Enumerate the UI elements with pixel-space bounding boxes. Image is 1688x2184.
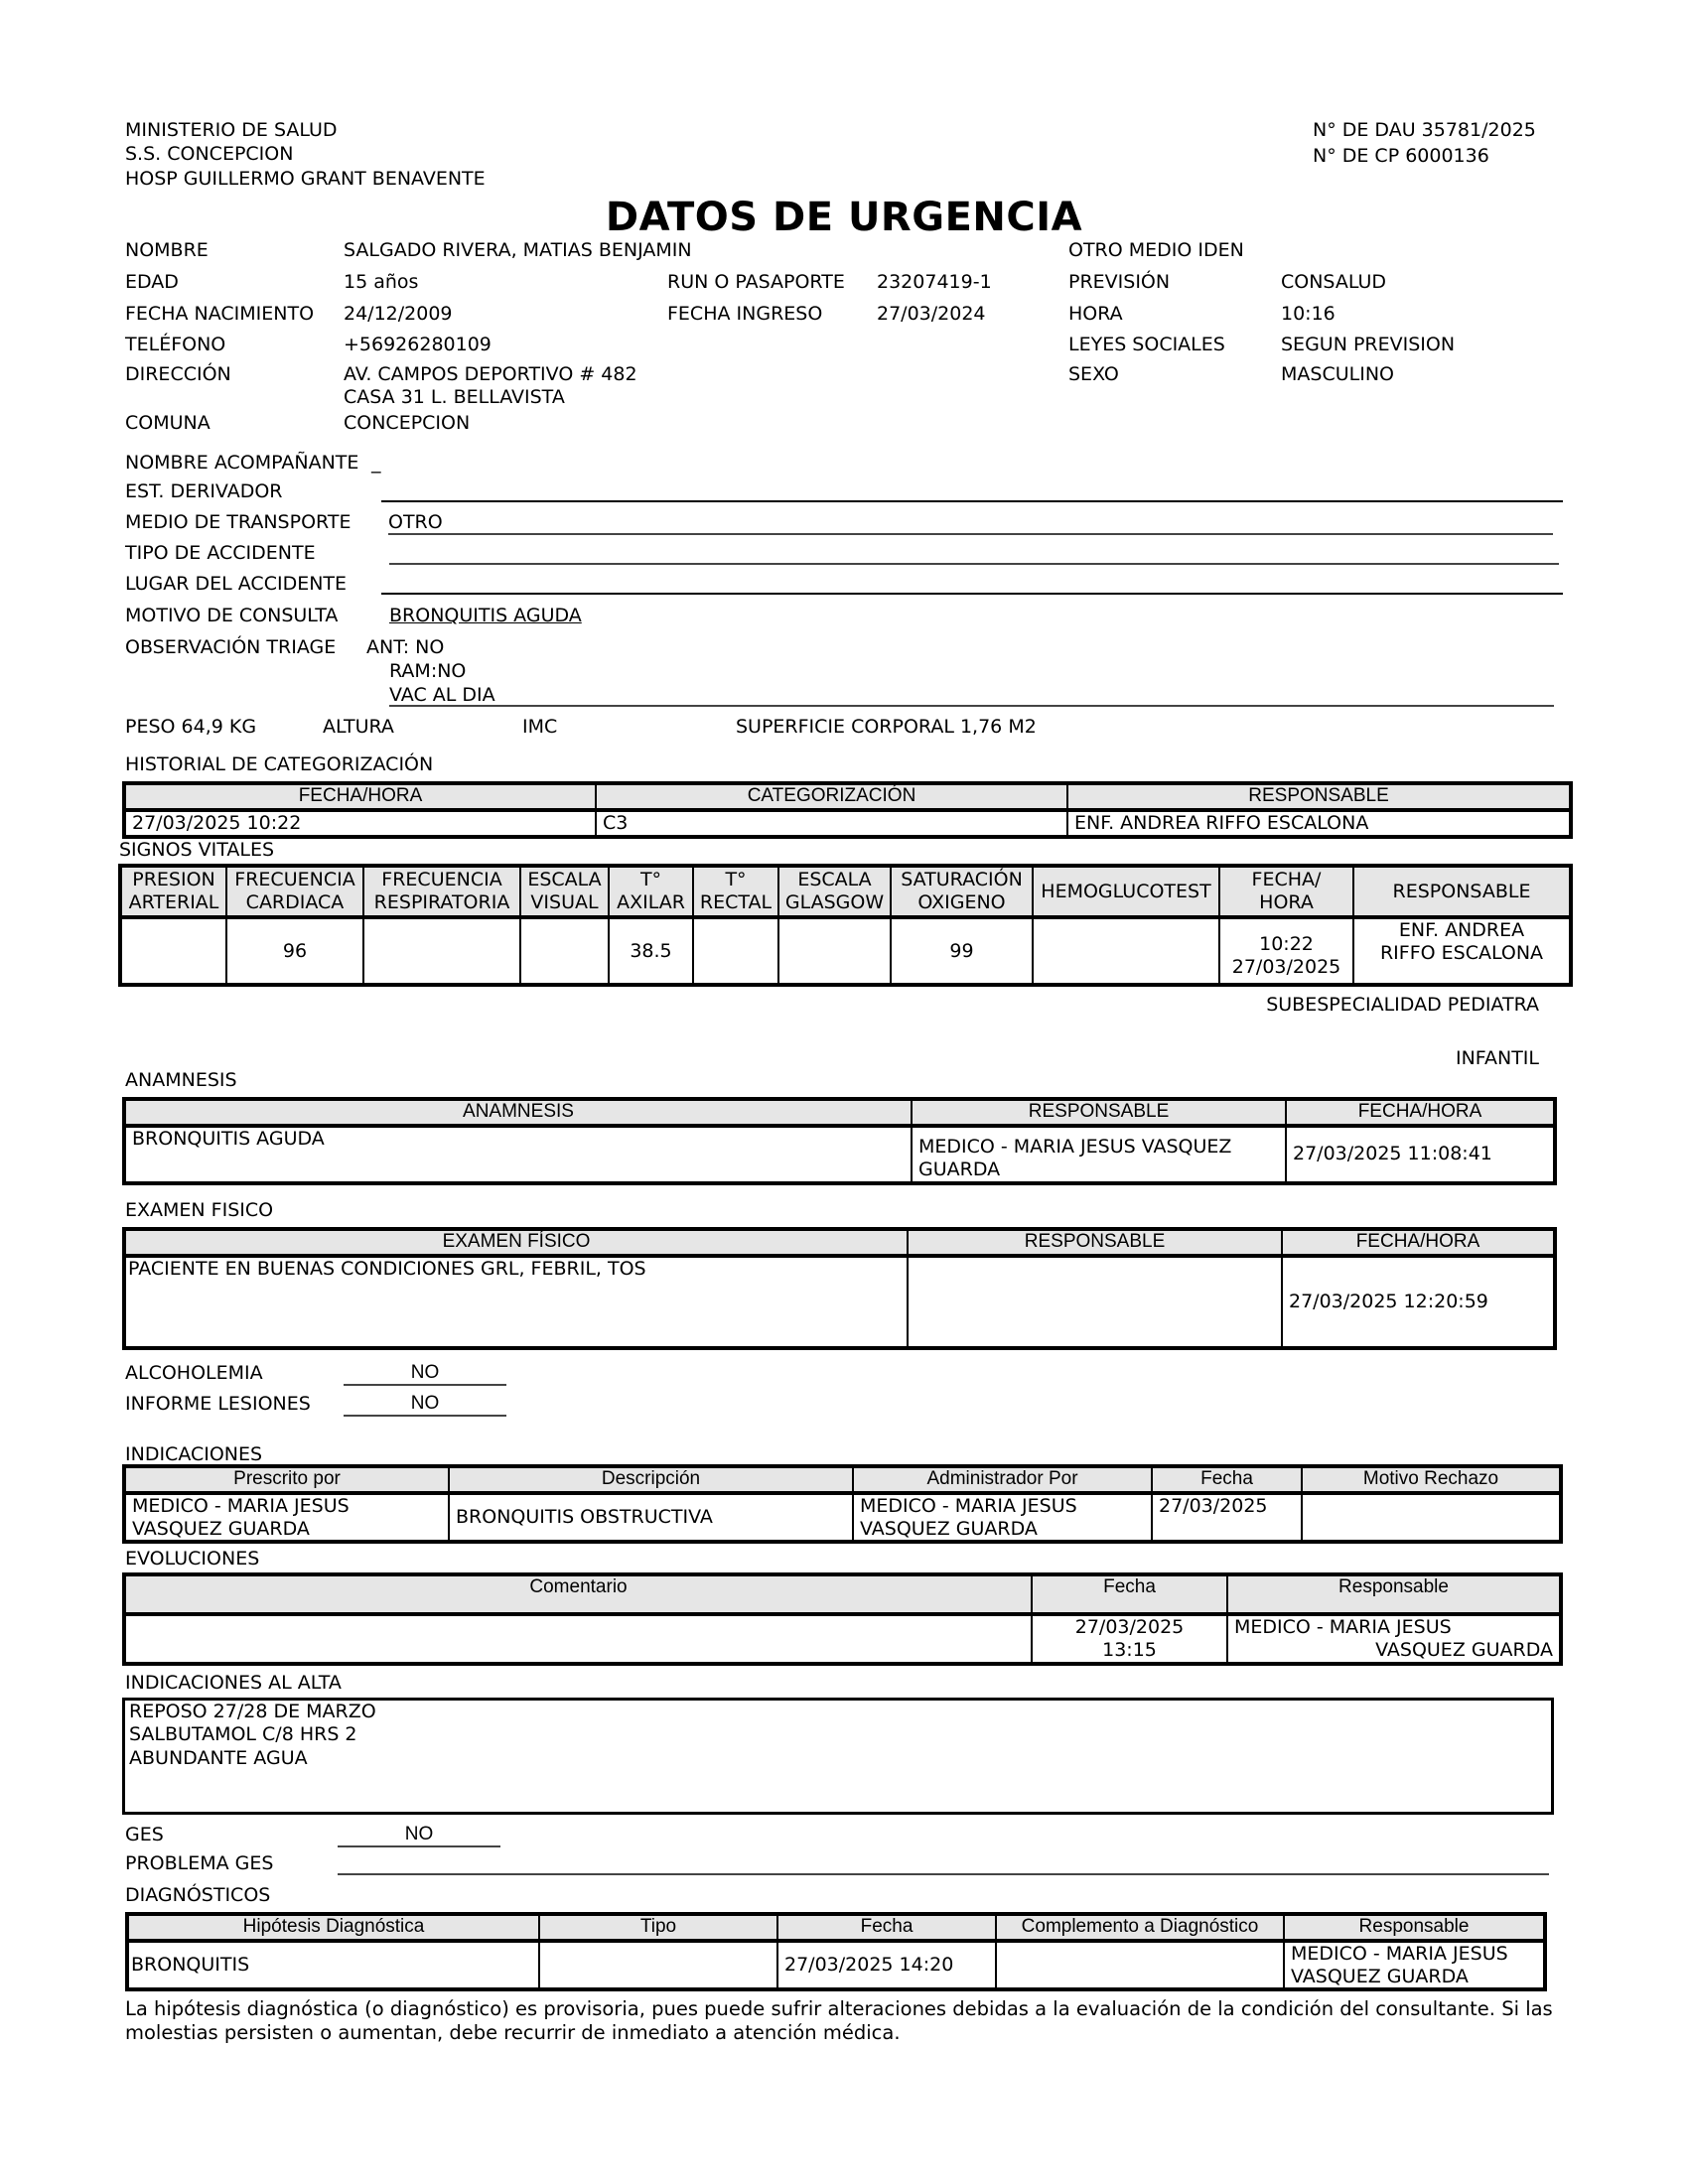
anamnesis-fecha: 27/03/2025 11:08:41: [1286, 1126, 1555, 1183]
indicaciones-table: [122, 1464, 1563, 1544]
ges-field: [338, 1845, 500, 1847]
alta-line-1: REPOSO 27/28 DE MARZO: [129, 1701, 376, 1722]
examen-header-text: EXAMEN FÍSICO: [124, 1229, 908, 1256]
ges-label: GES: [125, 1824, 164, 1845]
lugar-accidente-label: LUGAR DEL ACCIDENTE: [125, 573, 348, 595]
table-row: [127, 1941, 1545, 1990]
telefono-value: +56926280109: [344, 334, 492, 355]
lugar-accidente-field: [381, 593, 1563, 595]
motivo-value: BRONQUITIS AGUDA: [389, 605, 582, 626]
indicaciones-fecha: 27/03/2025: [1152, 1493, 1302, 1543]
motivo-label: MOTIVO DE CONSULTA: [125, 605, 339, 626]
examen-header-fecha: FECHA/HORA: [1282, 1229, 1555, 1256]
historial-table: [122, 781, 1573, 839]
diagnosticos-header-complemento: Complemento a Diagnóstico: [996, 1914, 1284, 1941]
historial-responsable: ENF. ANDREA RIFFO ESCALONA: [1067, 810, 1571, 837]
historial-title: HISTORIAL DE CATEGORIZACIÓN: [125, 753, 434, 775]
table-row: [124, 1256, 1555, 1348]
altura-label: ALTURA: [323, 716, 394, 738]
subespecialidad-label: SUBESPECIALIDAD PEDIATRA: [1266, 994, 1539, 1016]
historial-header-responsable: RESPONSABLE: [1067, 783, 1571, 810]
lesiones-field: [344, 1415, 506, 1417]
diagnosticos-responsable: MEDICO - MARIA JESUS VASQUEZ GUARDA: [1284, 1941, 1545, 1990]
diagnosticos-header-hipotesis: Hipótesis Diagnóstica: [127, 1914, 539, 1941]
diagnosticos-hipotesis: BRONQUITIS: [127, 1941, 539, 1990]
service-label: S.S. CONCEPCION: [125, 143, 294, 165]
signos-vitales-table: [118, 864, 1573, 987]
triage-value-2: RAM:NO: [389, 660, 467, 682]
signos-saturacion: 99: [891, 917, 1033, 985]
alcoholemia-field: [344, 1384, 506, 1386]
signos-escala-visual: [520, 917, 609, 985]
lesiones-label: INFORME LESIONES: [125, 1393, 311, 1415]
table-row: [124, 810, 1571, 837]
nombre-value: SALGADO RIVERA, MATIAS BENJAMIN: [344, 239, 692, 261]
diagnosticos-table: [125, 1912, 1547, 1991]
alta-title: INDICACIONES AL ALTA: [125, 1672, 342, 1694]
examen-title: EXAMEN FISICO: [125, 1199, 274, 1221]
indicaciones-header-prescrito: Prescrito por: [124, 1466, 449, 1493]
acompanante-label: NOMBRE ACOMPAÑANTE: [125, 452, 359, 474]
edad-label: EDAD: [125, 271, 179, 293]
signos-hemoglucotest: [1033, 917, 1219, 985]
fecha-nacimiento-label: FECHA NACIMIENTO: [125, 303, 315, 325]
indicaciones-title: INDICACIONES: [125, 1443, 263, 1465]
lesiones-value: NO: [410, 1393, 440, 1414]
derivador-label: EST. DERIVADOR: [125, 480, 283, 502]
signos-responsable: ENF. ANDREA RIFFO ESCALONA: [1353, 917, 1571, 985]
disclaimer-line-2: molestias persisten o aumentan, debe recurrir de inmediato a atención médica.: [125, 2021, 901, 2044]
diagnosticos-header-tipo: Tipo: [539, 1914, 777, 1941]
signos-header-escala-visual: ESCALA VISUAL: [520, 866, 609, 917]
nombre-label: NOMBRE: [125, 239, 209, 261]
examen-responsable: [908, 1256, 1282, 1348]
anamnesis-text: BRONQUITIS AGUDA: [124, 1126, 912, 1183]
diagnosticos-header-responsable: Responsable: [1284, 1914, 1545, 1941]
table-row: [124, 1493, 1561, 1543]
sexo-label: SEXO: [1068, 363, 1119, 385]
anamnesis-header-fecha: FECHA/HORA: [1286, 1099, 1555, 1126]
hospital-label: HOSP GUILLERMO GRANT BENAVENTE: [125, 168, 486, 190]
leyes-sociales-value: SEGUN PREVISION: [1281, 334, 1456, 355]
signos-header-fr: FRECUENCIA RESPIRATORIA: [363, 866, 520, 917]
run-label: RUN O PASAPORTE: [667, 271, 845, 293]
transporte-label: MEDIO DE TRANSPORTE: [125, 511, 352, 533]
triage-field: [389, 705, 1554, 707]
infantil-label: INFANTIL: [1455, 1047, 1539, 1069]
diagnosticos-header-fecha: Fecha: [777, 1914, 996, 1941]
indicaciones-header-motivo: Motivo Rechazo: [1302, 1466, 1561, 1493]
comuna-label: COMUNA: [125, 412, 211, 434]
evoluciones-title: EVOLUCIONES: [125, 1548, 260, 1570]
historial-header-categorizacion: CATEGORIZACIÓN: [596, 783, 1067, 810]
evoluciones-header-comentario: Comentario: [124, 1574, 1032, 1614]
historial-header-fecha: FECHA/HORA: [124, 783, 596, 810]
anamnesis-header-responsable: RESPONSABLE: [912, 1099, 1286, 1126]
hora-value: 10:16: [1281, 303, 1336, 325]
triage-label: OBSERVACIÓN TRIAGE: [125, 636, 337, 658]
diagnosticos-fecha: 27/03/2025 14:20: [777, 1941, 996, 1990]
tipo-accidente-field: [389, 563, 1559, 565]
indicaciones-descripcion: BRONQUITIS OBSTRUCTIVA: [449, 1493, 853, 1543]
peso-label: PESO 64,9 KG: [125, 716, 257, 738]
signos-header-saturacion: SATURACIÓN OXIGENO: [891, 866, 1033, 917]
edad-value: 15 años: [344, 271, 419, 293]
table-row: [124, 1126, 1555, 1183]
indicaciones-header-administrador: Administrador Por: [853, 1466, 1152, 1493]
superficie-label: SUPERFICIE CORPORAL 1,76 M2: [736, 716, 1037, 738]
signos-header-fecha: FECHA/ HORA: [1219, 866, 1353, 917]
page-title: DATOS DE URGENCIA: [605, 195, 1083, 240]
signos-fc: 96: [226, 917, 363, 985]
table-row: [120, 917, 1571, 985]
alta-line-2: SALBUTAMOL C/8 HRS 2: [129, 1723, 357, 1746]
diagnosticos-tipo: [539, 1941, 777, 1990]
derivador-field: [381, 500, 1563, 502]
indicaciones-header-fecha: Fecha: [1152, 1466, 1302, 1493]
fecha-ingreso-label: FECHA INGRESO: [667, 303, 823, 325]
anamnesis-header-text: ANAMNESIS: [124, 1099, 912, 1126]
alcoholemia-value: NO: [410, 1362, 440, 1383]
imc-label: IMC: [522, 716, 558, 738]
acompanante-value: _: [371, 452, 381, 474]
diagnosticos-complemento: [996, 1941, 1284, 1990]
otro-medio-label: OTRO MEDIO IDEN: [1068, 239, 1244, 261]
signos-header-fc: FRECUENCIA CARDIACA: [226, 866, 363, 917]
historial-fecha: 27/03/2025 10:22: [124, 810, 596, 837]
tipo-accidente-label: TIPO DE ACCIDENTE: [125, 542, 316, 564]
examen-table: [122, 1227, 1557, 1350]
evoluciones-comentario: [124, 1614, 1032, 1664]
cp-number: N° DE CP 6000136: [1313, 145, 1489, 167]
signos-header-hemoglucotest: HEMOGLUCOTEST: [1033, 866, 1219, 917]
direccion-value-1: AV. CAMPOS DEPORTIVO # 482: [344, 363, 637, 385]
transporte-field: [388, 533, 1553, 535]
signos-t-axilar: 38.5: [609, 917, 693, 985]
triage-value-3: VAC AL DIA: [389, 684, 495, 706]
problema-ges-label: PROBLEMA GES: [125, 1852, 274, 1874]
dau-number: N° DE DAU 35781/2025: [1313, 119, 1536, 141]
ministry-label: MINISTERIO DE SALUD: [125, 119, 338, 141]
signos-title: SIGNOS VITALES: [119, 839, 275, 861]
transporte-value: OTRO: [388, 511, 443, 533]
fecha-ingreso-value: 27/03/2024: [877, 303, 986, 325]
anamnesis-title: ANAMNESIS: [125, 1069, 237, 1091]
run-value: 23207419-1: [877, 271, 992, 293]
examen-fecha: 27/03/2025 12:20:59: [1282, 1256, 1555, 1348]
alta-box: [122, 1698, 1554, 1815]
evoluciones-table: [122, 1572, 1563, 1666]
ges-value: NO: [404, 1824, 434, 1844]
signos-fr: [363, 917, 520, 985]
evoluciones-header-fecha: Fecha: [1032, 1574, 1227, 1614]
historial-categorizacion: C3: [596, 810, 1067, 837]
anamnesis-table: [122, 1097, 1557, 1185]
direccion-label: DIRECCIÓN: [125, 363, 231, 385]
comuna-value: CONCEPCION: [344, 412, 471, 434]
signos-header-glasgow: ESCALA GLASGOW: [778, 866, 891, 917]
signos-t-rectal: [693, 917, 778, 985]
alcoholemia-label: ALCOHOLEMIA: [125, 1362, 263, 1384]
prevision-value: CONSALUD: [1281, 271, 1387, 293]
direccion-value-2: CASA 31 L. BELLAVISTA: [344, 386, 565, 408]
signos-header-t-axilar: T° AXILAR: [609, 866, 693, 917]
sexo-value: MASCULINO: [1281, 363, 1394, 385]
indicaciones-motivo: [1302, 1493, 1561, 1543]
triage-value-1: ANT: NO: [366, 636, 445, 658]
signos-glasgow: [778, 917, 891, 985]
signos-presion: [120, 917, 226, 985]
indicaciones-prescrito: MEDICO - MARIA JESUS VASQUEZ GUARDA: [124, 1493, 449, 1543]
diagnosticos-title: DIAGNÓSTICOS: [125, 1884, 271, 1906]
prevision-label: PREVISIÓN: [1068, 271, 1171, 293]
table-row: [124, 1614, 1561, 1664]
leyes-sociales-label: LEYES SOCIALES: [1068, 334, 1225, 355]
indicaciones-administrador: MEDICO - MARIA JESUS VASQUEZ GUARDA: [853, 1493, 1152, 1543]
evoluciones-fecha: 27/03/2025 13:15: [1032, 1614, 1227, 1664]
signos-header-presion: PRESION ARTERIAL: [120, 866, 226, 917]
signos-fecha: 10:22 27/03/2025: [1219, 917, 1353, 985]
examen-text: PACIENTE EN BUENAS CONDICIONES GRL, FEBRIL, TOS: [124, 1256, 908, 1348]
disclaimer-line-1: La hipótesis diagnóstica (o diagnóstico) es provisoria, pues puede sufrir alteraciones debidas a la evaluación de la condición del consultante. Si las: [125, 1997, 1553, 2020]
telefono-label: TELÉFONO: [125, 334, 226, 355]
alta-line-3: ABUNDANTE AGUA: [129, 1746, 308, 1769]
evoluciones-header-responsable: Responsable: [1227, 1574, 1561, 1614]
anamnesis-responsable: MEDICO - MARIA JESUS VASQUEZ GUARDA: [912, 1126, 1286, 1183]
indicaciones-header-descripcion: Descripción: [449, 1466, 853, 1493]
examen-header-responsable: RESPONSABLE: [908, 1229, 1282, 1256]
fecha-nacimiento-value: 24/12/2009: [344, 303, 453, 325]
evoluciones-responsable: MEDICO - MARIA JESUS VASQUEZ GUARDA: [1227, 1614, 1561, 1664]
problema-ges-field: [338, 1873, 1549, 1875]
signos-header-t-rectal: T° RECTAL: [693, 866, 778, 917]
hora-label: HORA: [1068, 303, 1123, 325]
signos-header-responsable: RESPONSABLE: [1353, 866, 1571, 917]
